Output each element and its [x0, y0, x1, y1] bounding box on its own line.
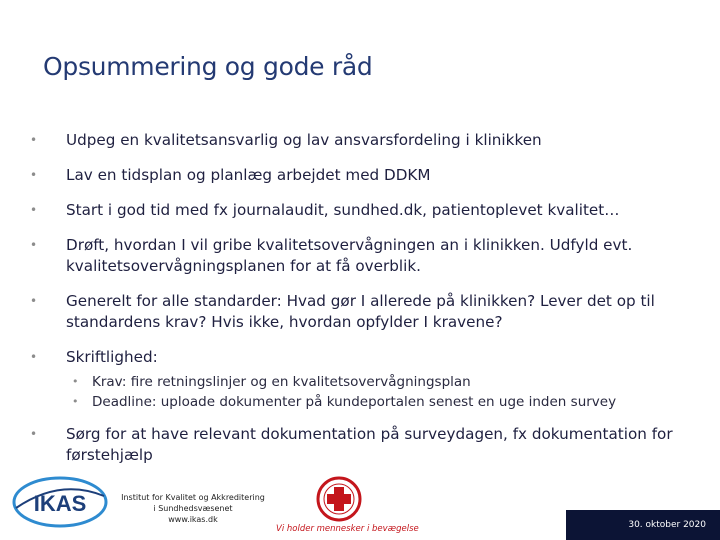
bullet-text: Generelt for alle standarder: Hvad gør I allerede på klinikken? Lever det op til standardens krav? Hvis ikke, hvordan opfylder I kravene? [66, 292, 655, 331]
bullet-text: Start i god tid med fx journalaudit, sundhed.dk, patientoplevet kvalitet… [66, 201, 620, 219]
bullet-icon: • [30, 168, 38, 182]
bullet-item [30, 347, 700, 368]
slide-date: 30. oktober 2020 [628, 520, 706, 530]
sub-bullet-item [30, 372, 700, 392]
bullet-item [30, 165, 700, 186]
institute-info [118, 492, 268, 525]
bullet-item [30, 130, 700, 151]
institute-url: www.ikas.dk [168, 515, 218, 524]
sub-bullet-item [30, 392, 700, 412]
bullet-icon: • [30, 294, 38, 308]
ikas-logo-text: IKAS [33, 491, 87, 516]
bullet-item [30, 424, 700, 466]
sub-bullet-icon: • [72, 375, 79, 388]
bullet-icon: • [30, 350, 38, 364]
bullet-icon: • [30, 133, 38, 147]
sub-bullet-icon: • [72, 395, 79, 408]
red-cross-emblem-icon [316, 476, 362, 522]
slide-title: Opsummering og gode råd [43, 52, 373, 81]
bullet-text: Drøft, hvordan I vil gribe kvalitetsovervågningen an i klinikken. Udfyld evt. kvalitetsovervågningsplanen for at få overblik. [66, 236, 633, 275]
bullet-text: Sørg for at have relevant dokumentation på surveydagen, fx dokumentation for førstehjælp [66, 425, 673, 464]
bullet-item [30, 291, 700, 333]
bullet-item [30, 200, 700, 221]
tagline: Vi holder mennesker i bevægelse [276, 524, 419, 534]
bullet-text: Lav en tidsplan og planlæg arbejdet med DDKM [66, 166, 431, 184]
institute-name: Institut for Kvalitet og Akkreditering [121, 493, 265, 502]
bullet-item [30, 235, 700, 277]
bullet-text: Skriftlighed: [66, 348, 158, 366]
bullet-list [30, 130, 700, 466]
institute-name-2: i Sundhedsvæsenet [153, 504, 233, 513]
date-bar [566, 510, 720, 540]
sub-bullet-text: Krav: fire retningslinjer og en kvalitetsovervågningsplan [92, 374, 471, 390]
bullet-icon: • [30, 238, 38, 252]
sub-bullet-text: Deadline: uploade dokumenter på kundeportalen senest en uge inden survey [92, 394, 617, 410]
bullet-text: Udpeg en kvalitetsansvarlig og lav ansvarsfordeling i klinikken [66, 131, 542, 149]
bullet-icon: • [30, 203, 38, 217]
bullet-icon: • [30, 427, 38, 441]
ikas-logo [10, 474, 110, 530]
